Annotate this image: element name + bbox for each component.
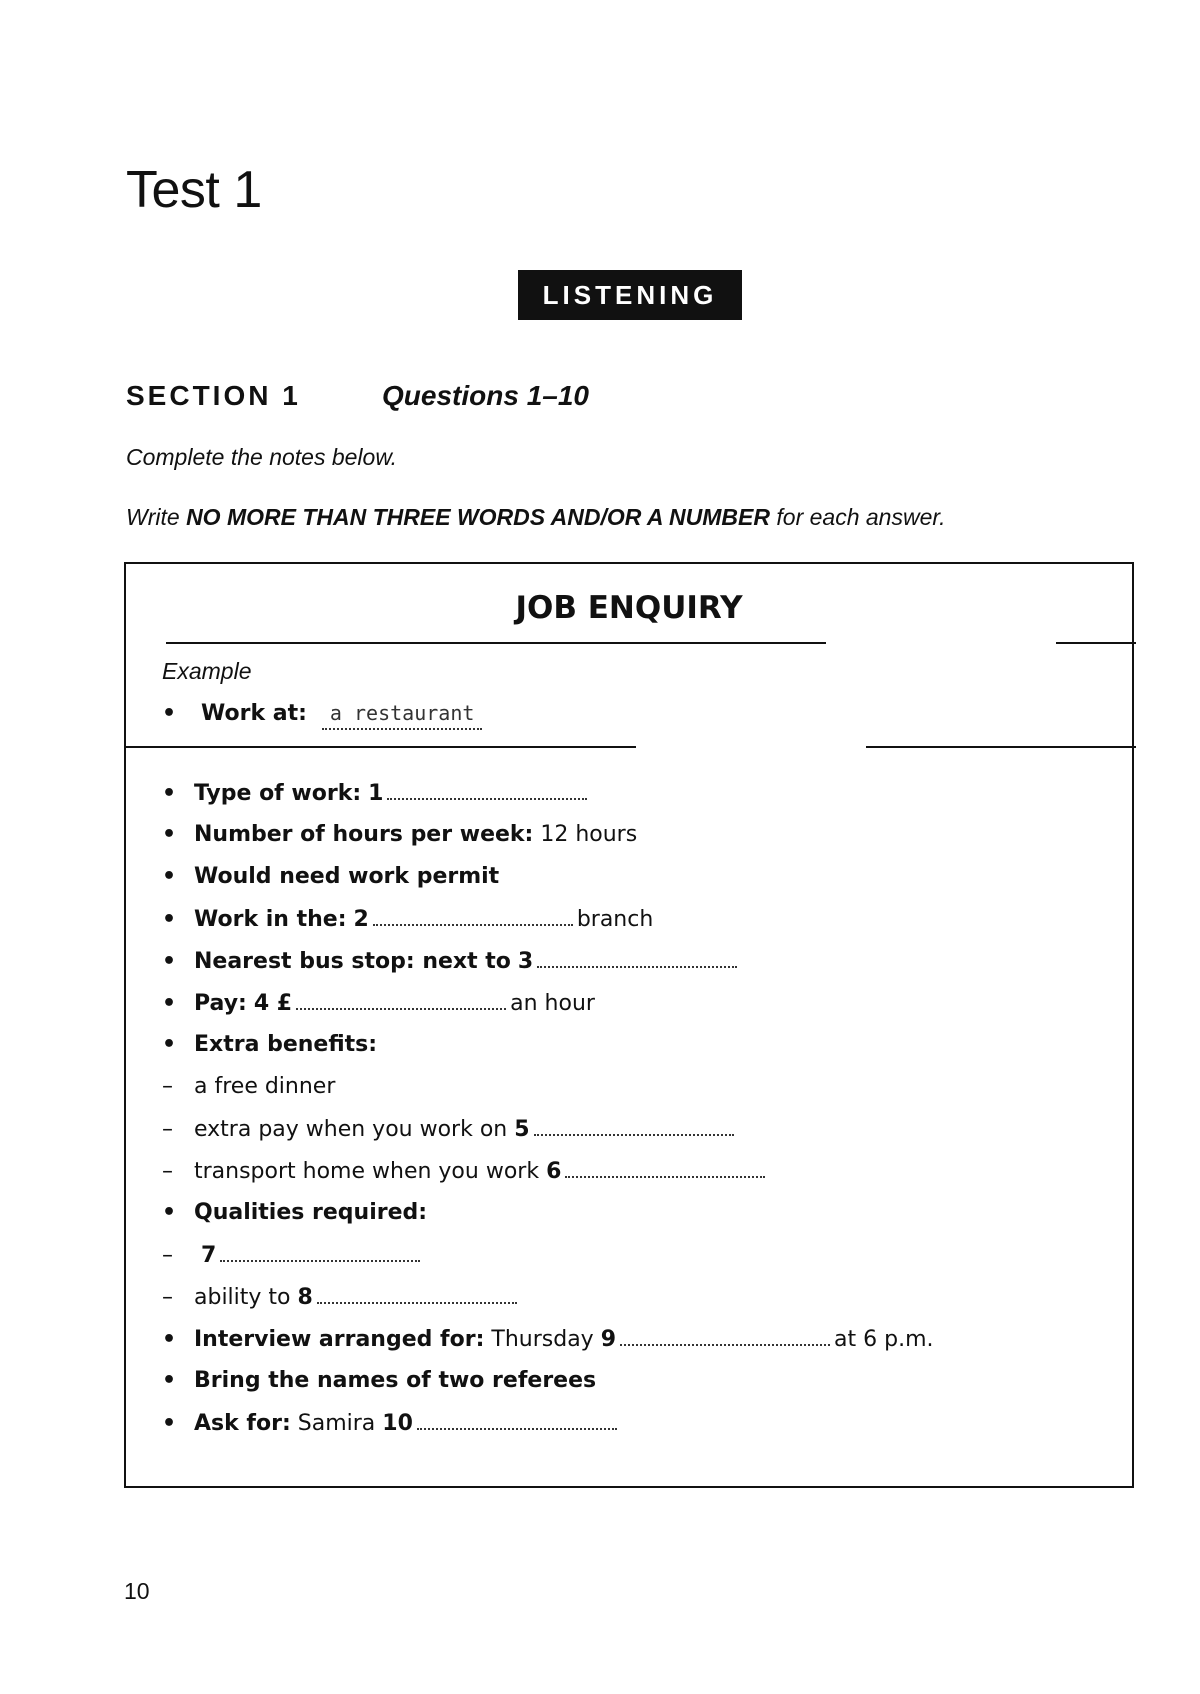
note-label: Bring the names of two referees bbox=[194, 1368, 597, 1393]
note-row bbox=[162, 1156, 769, 1186]
question-number: 6 bbox=[546, 1159, 562, 1184]
note-suffix: at 6 p.m. bbox=[834, 1327, 934, 1352]
instruction-prefix: Write bbox=[126, 504, 187, 530]
dash-icon: – bbox=[162, 1159, 173, 1184]
note-text: a free dinner bbox=[194, 1074, 336, 1099]
bullet-icon: • bbox=[162, 1368, 177, 1393]
instruction-word-limit bbox=[126, 504, 946, 531]
questions-label: Questions 1–10 bbox=[382, 380, 589, 411]
note-text: extra pay when you work on bbox=[194, 1117, 508, 1142]
note-label: Nearest bus stop: next to bbox=[194, 949, 511, 974]
note-text: Thursday bbox=[491, 1327, 594, 1352]
question-number: 7 bbox=[201, 1243, 217, 1268]
bullet-icon: • bbox=[162, 701, 177, 726]
question-number: 9 bbox=[600, 1327, 617, 1352]
answer-blank[interactable] bbox=[220, 1240, 420, 1262]
note-text: ability to bbox=[194, 1285, 291, 1310]
question-number: 8 bbox=[297, 1285, 313, 1310]
answer-blank[interactable] bbox=[387, 778, 587, 800]
note-label: Qualities required: bbox=[194, 1200, 428, 1225]
page-number: 10 bbox=[124, 1578, 150, 1604]
example-answer: a restaurant bbox=[322, 698, 483, 730]
note-label: Ask for: bbox=[194, 1411, 291, 1436]
note-row bbox=[162, 1198, 427, 1228]
note-row bbox=[162, 1030, 377, 1060]
bullet-icon: • bbox=[162, 1032, 177, 1057]
bullet-icon: • bbox=[162, 991, 177, 1016]
note-text: transport home when you work bbox=[194, 1159, 540, 1184]
answer-blank[interactable] bbox=[565, 1156, 765, 1178]
note-text: Samira bbox=[297, 1411, 376, 1436]
note-row bbox=[162, 1240, 424, 1270]
note-label: Number of hours per week: bbox=[194, 822, 534, 847]
note-suffix: branch bbox=[576, 907, 654, 932]
note-row bbox=[162, 1282, 521, 1312]
note-label: Pay: bbox=[194, 991, 247, 1016]
title-divider-right bbox=[1056, 642, 1136, 644]
dash-icon: – bbox=[162, 1074, 173, 1099]
note-label: Would need work permit bbox=[194, 864, 500, 889]
note-row bbox=[162, 1324, 934, 1354]
dash-icon: – bbox=[162, 1243, 173, 1268]
note-label: Type of work: bbox=[194, 781, 362, 806]
answer-blank[interactable] bbox=[534, 1114, 734, 1136]
page-title: Test 1 bbox=[126, 161, 262, 219]
answer-blank[interactable] bbox=[620, 1324, 830, 1346]
bullet-icon: • bbox=[162, 822, 177, 847]
question-number: 10 bbox=[382, 1411, 413, 1436]
note-row bbox=[162, 1408, 621, 1438]
example-label: Example bbox=[162, 658, 252, 684]
answer-blank[interactable] bbox=[537, 946, 737, 968]
note-row bbox=[162, 1072, 335, 1102]
example-row bbox=[162, 698, 482, 728]
note-row bbox=[162, 946, 741, 976]
bullet-icon: • bbox=[162, 907, 177, 932]
bullet-icon: • bbox=[162, 1327, 177, 1352]
example-divider-left bbox=[126, 746, 636, 748]
note-label: Interview arranged for: bbox=[194, 1327, 485, 1352]
listening-badge: LISTENING bbox=[518, 270, 742, 320]
bullet-icon: • bbox=[162, 1200, 177, 1225]
dash-icon: – bbox=[162, 1117, 173, 1142]
dash-icon: – bbox=[162, 1285, 173, 1310]
answer-blank[interactable] bbox=[317, 1282, 517, 1304]
bullet-icon: • bbox=[162, 1411, 177, 1436]
question-number: 5 bbox=[514, 1117, 530, 1142]
note-row bbox=[162, 862, 499, 892]
question-number: 4 £ bbox=[253, 991, 293, 1016]
note-label: Work in the: bbox=[194, 907, 347, 932]
bullet-icon: • bbox=[162, 864, 177, 889]
bullet-icon: • bbox=[162, 949, 177, 974]
bullet-icon: • bbox=[162, 781, 177, 806]
notes-box bbox=[124, 562, 1134, 1488]
instruction-suffix: for each answer. bbox=[770, 504, 946, 530]
title-divider-left bbox=[166, 642, 826, 644]
instruction-complete-notes: Complete the notes below. bbox=[126, 444, 398, 470]
note-row bbox=[162, 988, 595, 1018]
note-suffix: 12 hours bbox=[540, 822, 638, 847]
answer-blank[interactable] bbox=[296, 988, 506, 1010]
section-label: SECTION 1 bbox=[126, 380, 301, 411]
note-row bbox=[162, 778, 591, 808]
question-number: 2 bbox=[353, 907, 369, 932]
example-divider-right bbox=[866, 746, 1136, 748]
answer-blank[interactable] bbox=[417, 1408, 617, 1430]
notes-title: JOB ENQUIRY bbox=[515, 590, 743, 626]
note-row bbox=[162, 1114, 738, 1144]
question-number: 3 bbox=[517, 949, 534, 974]
note-label: Extra benefits: bbox=[194, 1032, 378, 1057]
note-suffix: an hour bbox=[510, 991, 595, 1016]
note-row bbox=[162, 904, 653, 934]
example-field-label: Work at: bbox=[201, 701, 307, 726]
note-row bbox=[162, 820, 637, 850]
answer-blank[interactable] bbox=[373, 904, 573, 926]
question-number: 1 bbox=[368, 781, 384, 806]
instruction-word-limit-bold: NO MORE THAN THREE WORDS AND/OR A NUMBER bbox=[186, 504, 770, 530]
note-row bbox=[162, 1366, 596, 1396]
